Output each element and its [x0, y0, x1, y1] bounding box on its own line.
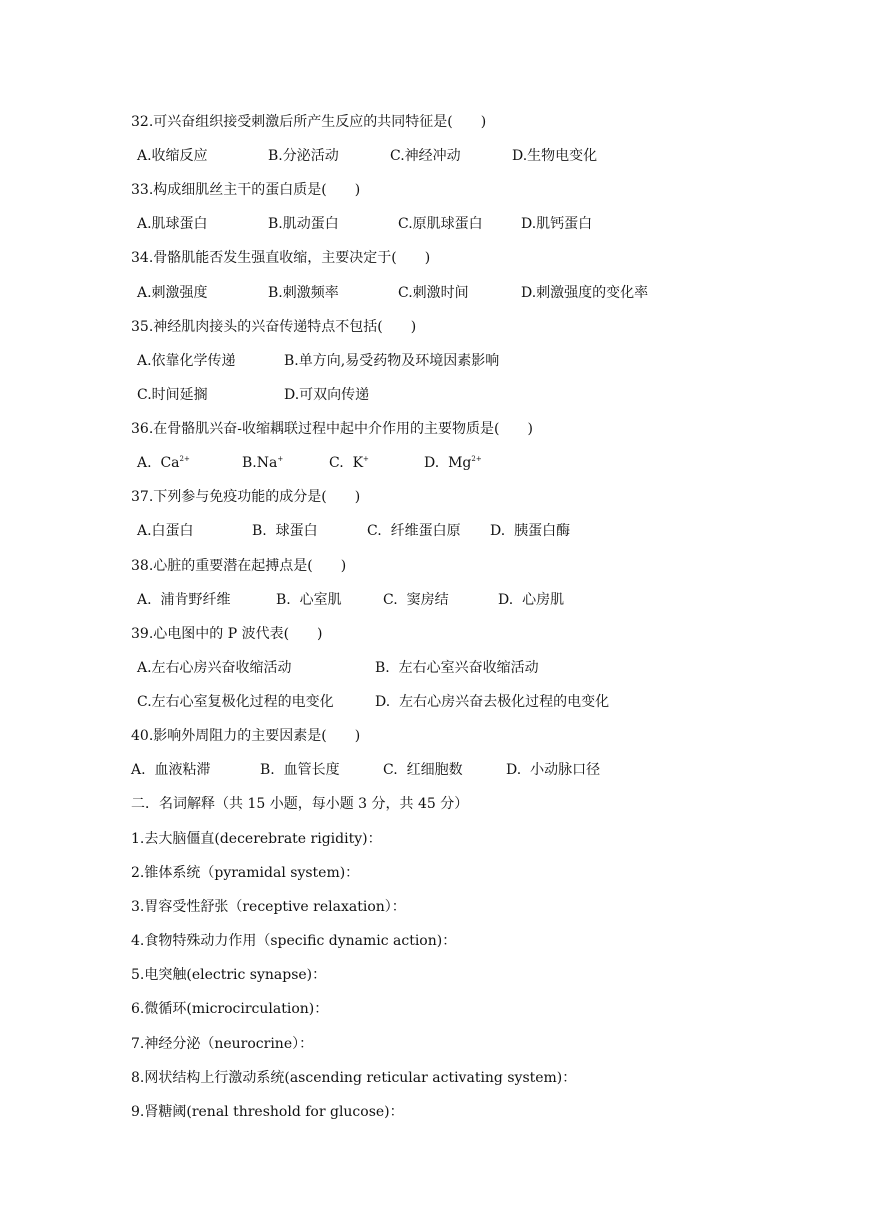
q36-option-c-label: C. K: [329, 455, 364, 471]
q33-option-b: B.肌动蛋白: [268, 216, 339, 232]
question-32-stem: 32.可兴奋组织接受刺激后所产生反应的共同特征是( ): [131, 114, 487, 130]
term-5: 5.电突触(electric synapse)：: [131, 967, 327, 983]
question-34-stem: 34.骨骼肌能否发生强直收缩，主要决定于( ): [131, 250, 431, 266]
q40-option-b: B. 血管长度: [260, 762, 340, 778]
term-2: 2.锥体系统（pyramidal system)：: [131, 865, 360, 881]
q39-option-b: B. 左右心室兴奋收缩活动: [375, 660, 539, 676]
section-2-heading: 二．名词解释（共 15 小题，每小题 3 分，共 45 分）: [131, 796, 469, 812]
question-40-stem: 40.影响外周阻力的主要因素是( ): [131, 728, 361, 744]
term-4: 4.食物特殊动力作用（specific dynamic action)：: [131, 933, 457, 949]
q37-option-c: C. 纤维蛋白原: [367, 523, 461, 539]
q38-option-c: C. 窦房结: [383, 592, 449, 608]
q35-option-b: B.单方向,易受药物及环境因素影响: [284, 353, 500, 369]
q38-option-b: B. 心室肌: [276, 592, 342, 608]
q40-option-c: C. 红细胞数: [383, 762, 463, 778]
q32-option-d: D.生物电变化: [512, 148, 598, 164]
q36-option-d-label: D. Mg: [424, 455, 472, 471]
question-35-stem: 35.神经肌肉接头的兴奋传递特点不包括( ): [131, 319, 417, 335]
q37-option-b: B. 球蛋白: [252, 523, 318, 539]
q39-option-a: A.左右心房兴奋收缩活动: [137, 660, 292, 676]
q36-option-b: [242, 454, 283, 472]
q39-option-d: D. 左右心房兴奋去极化过程的电变化: [375, 694, 610, 710]
q34-option-a: A.刺激强度: [137, 285, 208, 301]
q36-option-c-charge: +: [363, 455, 369, 463]
q36-option-d: [424, 454, 482, 472]
q40-option-d: D. 小动脉口径: [506, 762, 601, 778]
q36-option-c: [329, 454, 369, 472]
q32-option-a: A.收缩反应: [137, 148, 208, 164]
q35-option-d: D.可双向传递: [284, 387, 370, 403]
q37-option-a: A.白蛋白: [137, 523, 194, 539]
q33-option-d: D.肌钙蛋白: [521, 216, 593, 232]
q34-option-d: D.刺激强度的变化率: [521, 285, 649, 301]
term-3: 3.胃容受性舒张（receptive relaxation）：: [131, 899, 406, 915]
question-33-stem: 33.构成细肌丝主干的蛋白质是( ): [131, 182, 361, 198]
term-1: 1.去大脑僵直(decerebrate rigidity)：: [131, 831, 382, 847]
q36-option-b-charge: +: [277, 455, 284, 463]
q36-option-b-label: B.Na: [242, 455, 278, 471]
q35-option-c: C.时间延搁: [137, 387, 208, 403]
q34-option-b: B.刺激频率: [268, 285, 339, 301]
term-7: 7.神经分泌（neurocrine）：: [131, 1036, 314, 1052]
q34-option-c: C.刺激时间: [398, 285, 469, 301]
q35-option-a: A.依靠化学传递: [137, 353, 236, 369]
term-9: 9.肾糖阈(renal threshold for glucose)：: [131, 1104, 404, 1120]
q36-option-a-charge: 2+: [179, 455, 190, 463]
term-6: 6.微循环(microcirculation)：: [131, 1001, 329, 1017]
q32-option-b: B.分泌活动: [268, 148, 339, 164]
question-39-stem: 39.心电图中的 P 波代表( ): [131, 626, 323, 642]
q36-option-a-label: A. Ca: [137, 455, 180, 471]
q33-option-c: C.原肌球蛋白: [398, 216, 483, 232]
q40-option-a: A. 血液粘滞: [131, 762, 211, 778]
q32-option-c: C.神经冲动: [390, 148, 461, 164]
q39-option-c: C.左右心室复极化过程的电变化: [137, 694, 334, 710]
q36-option-d-charge: 2+: [471, 455, 482, 463]
term-8: 8.网状结构上行激动系统(ascending reticular activating system)：: [131, 1070, 577, 1086]
q38-option-d: D. 心房肌: [498, 592, 565, 608]
q36-option-a: [137, 454, 190, 472]
q33-option-a: A.肌球蛋白: [137, 216, 208, 232]
q37-option-d: D. 胰蛋白酶: [490, 523, 571, 539]
question-37-stem: 37.下列参与免疫功能的成分是( ): [131, 489, 361, 505]
q38-option-a: A. 浦肯野纤维: [137, 592, 231, 608]
question-36-stem: 36.在骨骼肌兴奋-收缩耦联过程中起中介作用的主要物质是( ): [131, 421, 533, 437]
question-38-stem: 38.心脏的重要潜在起搏点是( ): [131, 558, 347, 574]
